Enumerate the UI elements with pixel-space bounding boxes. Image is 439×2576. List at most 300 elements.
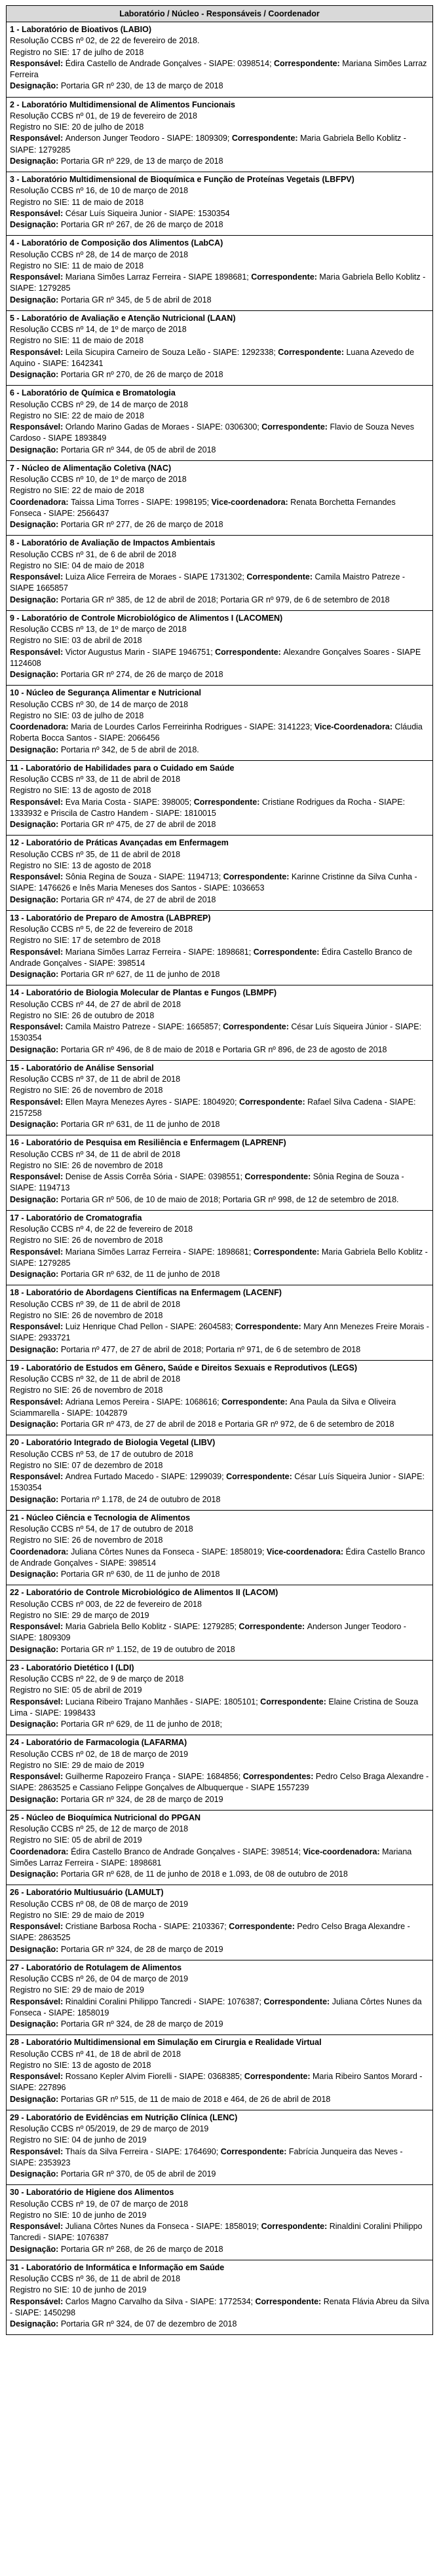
entry-title-line: [10, 1513, 429, 1524]
entry-cell: [7, 686, 433, 761]
field-text: Resolução CCBS nº 44, de 27 de abril de 2018: [10, 999, 181, 1009]
field-label: Designação:: [10, 156, 61, 166]
field-text: Portaria GR nº 630, de 11 de junho de 2018: [60, 1570, 220, 1579]
entry-title-line: [10, 1663, 429, 1674]
field-text: Registro no SIE: 26 de novembro de 2018: [10, 1386, 163, 1395]
field-label: Correspondente:: [244, 2072, 313, 2081]
field-label: Correspondente:: [260, 1697, 329, 1706]
field-label: Correspondente:: [261, 422, 330, 432]
field-text: Registro no SIE: 29 de março de 2019: [10, 1610, 149, 1620]
entry-detail-line: [10, 1010, 429, 1021]
field-label: 17 - Laboratório de Cromatografia: [10, 1213, 142, 1223]
field-label: Responsável:: [10, 1097, 66, 1107]
entry-detail-line: [10, 1247, 429, 1270]
field-text: Andrea Furtado Macedo - SIAPE: 1299039;: [65, 1472, 227, 1481]
field-label: Responsável:: [10, 1472, 66, 1481]
field-text: Mariana Simões Larraz Ferreira - SIAPE 1898681;: [65, 272, 252, 282]
entry-row: [7, 172, 433, 236]
field-text: Registro no SIE: 26 de outubro de 2018: [10, 1010, 155, 1020]
field-text: Camila Maistro Patreze - SIAPE 1665857: [10, 572, 406, 593]
field-label: Responsável:: [10, 1622, 66, 1631]
entry-detail-line: [10, 1899, 429, 1910]
field-text: Maria Gabriela Bello Koblitz - SIAPE: 1279285;: [65, 1622, 239, 1631]
entry-detail-line: [10, 1910, 429, 1921]
entry-row: [7, 910, 433, 985]
entry-cell: [7, 1210, 433, 1285]
entry-detail-line: [10, 2169, 429, 2180]
field-label: 31 - Laboratório de Informática e Informação em Saúde: [10, 2262, 225, 2272]
table-head: [7, 6, 433, 22]
field-label: Coordenadora:: [10, 1847, 71, 1856]
field-text: Portaria GR nº 1.152, de 19 de outubro de 2018: [60, 1644, 235, 1654]
entry-row: [7, 2260, 433, 2335]
entry-detail-line: [10, 561, 429, 572]
field-text: Registro no SIE: 26 de novembro de 2018: [10, 1310, 163, 1320]
field-label: Correspondente:: [193, 797, 262, 807]
field-label: Designação:: [10, 1944, 61, 1954]
field-text: Registro no SIE: 11 de maio de 2018: [10, 261, 144, 270]
entry-cell: [7, 760, 433, 836]
entry-detail-line: [10, 58, 429, 81]
field-text: Resolução CCBS nº 5, de 22 de fevereiro de 2018: [10, 925, 193, 934]
field-text: Resolução CCBS nº 13, de 1º de março de 2018: [10, 625, 187, 634]
entry-title-line: [10, 463, 429, 474]
field-label: 30 - Laboratório de Higiene dos Alimentos: [10, 2188, 174, 2198]
field-label: 5 - Laboratório de Avaliação e Atenção Nutricional (LAAN): [10, 313, 236, 323]
field-text: Resolução CCBS nº 41, de 18 de abril de 2018: [10, 2049, 181, 2059]
field-label: Designação:: [10, 820, 61, 829]
field-text: Registro no SIE: 22 de maio de 2018: [10, 411, 144, 420]
entry-detail-line: [10, 1044, 429, 1056]
entry-detail-line: [10, 133, 429, 156]
field-text: Resolução CCBS nº 36, de 11 de abril de 2018: [10, 2274, 181, 2283]
field-label: Correspondente:: [274, 58, 343, 68]
entry-cell: [7, 910, 433, 985]
field-label: 29 - Laboratório de Evidências em Nutrição Clínica (LENC): [10, 2112, 238, 2122]
entry-detail-line: [10, 1974, 429, 1985]
field-label: Designação:: [10, 745, 61, 754]
entry-cell: [7, 2035, 433, 2110]
field-label: Correspondente:: [220, 2146, 289, 2156]
field-label: Designação:: [10, 81, 61, 91]
field-text: Mariana Simões Larraz Ferreira - SIAPE: 1898681;: [65, 947, 254, 957]
entry-title-line: [10, 2187, 429, 2198]
entry-title-line: [10, 238, 429, 249]
field-text: César Luís Siqueira Junior - SIAPE: 1530354: [10, 1472, 425, 1493]
entry-cell: [7, 460, 433, 536]
field-text: Portaria GR nº 268, de 26 de março de 2018: [60, 2244, 223, 2254]
entry-detail-line: [10, 111, 429, 122]
field-text: Resolução CCBS nº 30, de 14 de março de 2018: [10, 699, 189, 709]
entry-title-line: [10, 174, 429, 185]
entry-detail-line: [10, 369, 429, 380]
field-text: Luciana Ribeiro Trajano Manhães - SIAPE: 1805101;: [65, 1697, 261, 1706]
entry-detail-line: [10, 347, 429, 370]
field-text: Registro no SIE: 10 de junho de 2019: [10, 2210, 147, 2220]
entry-detail-line: [10, 1749, 429, 1760]
entry-detail-line: [10, 2199, 429, 2210]
entry-detail-line: [10, 185, 429, 196]
field-label: 8 - Laboratório de Avaliação de Impactos Ambientais: [10, 538, 216, 548]
field-label: 25 - Núcleo de Bioquímica Nutricional do PPGAN: [10, 1812, 201, 1822]
field-text: Édira Castello de Andrade Gonçalves - SIAPE: 0398514;: [65, 58, 275, 68]
field-text: Thaís da Silva Ferreira - SIAPE: 1764690;: [65, 2146, 221, 2156]
field-label: 22 - Laboratório de Controle Microbiológico de Alimentos II (LACOM): [10, 1588, 278, 1598]
field-text: Portaria GR nº 629, de 11 de junho de 2018;: [60, 1720, 222, 1729]
field-label: Responsável:: [10, 1772, 66, 1781]
field-text: Portaria GR nº 324, de 28 de março de 2019: [60, 1794, 223, 1804]
field-label: Responsável:: [10, 208, 66, 218]
field-text: Registro no SIE: 11 de maio de 2018: [10, 336, 144, 346]
field-label: Responsável:: [10, 572, 66, 581]
table-body: [7, 22, 433, 2335]
entry-row: [7, 1660, 433, 1735]
entry-detail-line: [10, 2285, 429, 2296]
field-label: 3 - Laboratório Multidimensional de Bioquímica e Função de Proteínas Vegetais (LBFPV): [10, 175, 354, 184]
field-text: Pedro Celso Braga Alexandre - SIAPE: 2863525: [10, 1922, 410, 1943]
field-label: 21 - Núcleo Ciência e Tecnologia de Alimentos: [10, 1513, 191, 1522]
field-label: Designação:: [10, 1194, 61, 1204]
field-label: Responsável:: [10, 2072, 66, 2081]
entry-detail-line: [10, 1835, 429, 1846]
field-label: Correspondente:: [255, 2296, 324, 2306]
entry-title-line: [10, 688, 429, 699]
entry-cell: [7, 1660, 433, 1735]
field-text: Resolução CCBS nº 02, de 18 de março de 2019: [10, 1749, 189, 1759]
field-label: Responsável:: [10, 1697, 66, 1706]
field-label: Responsável:: [10, 2296, 66, 2306]
entry-detail-line: [10, 122, 429, 133]
field-label: 2 - Laboratório Multidimensional de Alimentos Funcionais: [10, 100, 236, 109]
entry-cell: [7, 2260, 433, 2335]
field-label: 24 - Laboratório de Farmacologia (LAFARMA): [10, 1738, 187, 1748]
field-text: Registro no SIE: 04 de maio de 2018: [10, 561, 144, 570]
entry-detail-line: [10, 1547, 429, 1570]
lab-responsibles-table: [6, 5, 433, 2335]
entry-title-line: [10, 100, 429, 111]
field-text: Luiz Henrique Chad Pellon - SIAPE: 2604583;: [65, 1322, 235, 1331]
field-text: Portaria GR nº 324, de 28 de março de 2019: [60, 1944, 223, 1954]
field-label: 18 - Laboratório de Abordagens Científicas na Enfermagem (LACENF): [10, 1288, 282, 1298]
field-label: 14 - Laboratório de Biologia Molecular de Plantas e Fungos (LBMPF): [10, 988, 277, 998]
field-label: Responsável:: [10, 1022, 66, 1031]
field-text: Resolução CCBS nº 35, de 11 de abril de 2018: [10, 849, 181, 859]
field-text: César Luís Siqueira Junior - SIAPE: 1530354: [65, 208, 230, 218]
entry-cell: [7, 1360, 433, 1435]
field-label: Designação:: [10, 1794, 61, 1804]
entry-detail-line: [10, 399, 429, 411]
entry-cell: [7, 97, 433, 172]
entry-detail-line: [10, 1610, 429, 1621]
field-label: Vice-coordenadora:: [266, 1547, 346, 1556]
field-label: Correspondente:: [244, 1172, 313, 1181]
field-text: Carlos Magno Carvalho da Silva - SIAPE: 1772534;: [65, 2296, 256, 2306]
field-label: Correspondente:: [229, 1922, 297, 1931]
field-text: Karinne Cristinne da Silva Cunha - SIAPE: 1476626 e Inês Maria Meneses dos Santos - SIAPE: 1036653: [10, 872, 417, 893]
field-label: Designação:: [10, 894, 61, 904]
field-label: 13 - Laboratório de Preparo de Amostra (LABPREP): [10, 913, 211, 923]
field-label: 23 - Laboratório Dietético I (LDI): [10, 1663, 134, 1672]
field-label: Designação:: [10, 1644, 61, 1654]
entry-detail-line: [10, 1085, 429, 1096]
field-label: 15 - Laboratório de Análise Sensorial: [10, 1063, 154, 1073]
entry-cell: [7, 1585, 433, 1661]
field-text: César Luís Siqueira Júnior - SIAPE: 1530354: [10, 1022, 422, 1043]
field-text: Resolução CCBS nº 54, de 17 de outubro de 2018: [10, 1524, 193, 1534]
entry-detail-line: [10, 519, 429, 530]
field-label: Responsável:: [10, 947, 66, 957]
entry-detail-line: [10, 1397, 429, 1420]
entry-detail-line: [10, 272, 429, 295]
field-text: Rinaldini Coralini Philippo Tancredi - SIAPE: 1076387;: [65, 1996, 264, 2006]
field-label: Correspondente:: [246, 572, 315, 581]
field-text: Portaria GR nº 230, de 13 de março de 2018: [60, 81, 223, 91]
entry-detail-line: [10, 1944, 429, 1955]
field-label: Correspondente:: [231, 134, 301, 143]
entry-detail-line: [10, 647, 429, 670]
entry-detail-line: [10, 1235, 429, 1246]
field-text: Resolução CCBS nº 22, de 9 de março de 2018: [10, 1674, 184, 1684]
field-label: Designação:: [10, 1570, 61, 1579]
field-label: 11 - Laboratório de Habilidades para o Cuidado em Saúde: [10, 763, 235, 773]
entry-detail-line: [10, 2210, 429, 2221]
field-label: Responsável:: [10, 58, 66, 68]
entry-detail-line: [10, 1794, 429, 1805]
entry-row: [7, 1810, 433, 1885]
entry-detail-line: [10, 1674, 429, 1685]
entry-row: [7, 2185, 433, 2260]
field-text: Registro no SIE: 10 de junho de 2019: [10, 2285, 147, 2295]
field-label: Vice-Coordenadora:: [314, 722, 395, 731]
field-text: Adriana Lemos Pereira - SIAPE: 1068616;: [65, 1397, 222, 1407]
field-text: Portaria GR nº 267, de 26 de março de 2018: [60, 220, 223, 229]
field-text: Mariana Simões Larraz Ferreira: [10, 58, 427, 79]
field-text: Luana Azevedo de Aquino - SIAPE: 1642341: [10, 347, 415, 368]
entry-title-line: [10, 1287, 429, 1298]
field-text: Registro no SIE: 05 de abril de 2019: [10, 1835, 142, 1845]
field-label: Designação:: [10, 2244, 61, 2254]
field-text: Resolução CCBS nº 16, de 10 de março de 2018: [10, 186, 189, 196]
entry-detail-line: [10, 2244, 429, 2255]
entry-title-line: [10, 1213, 429, 1224]
field-text: Maria de Lourdes Carlos Ferreirinha Rodrigues - SIAPE: 3141223;: [71, 722, 315, 731]
field-text: Flavio de Souza Neves Cardoso - SIAPE 1893849: [10, 422, 414, 443]
entry-row: [7, 1435, 433, 1511]
field-text: Registro no SIE: 17 de julho de 2018: [10, 47, 144, 57]
field-text: Portaria GR nº 324, de 07 de dezembro de 2018: [60, 2319, 237, 2328]
entry-detail-line: [10, 935, 429, 946]
entry-title-line: [10, 613, 429, 624]
entry-cell: [7, 536, 433, 611]
field-text: Registro no SIE: 11 de maio de 2018: [10, 197, 144, 207]
entry-row: [7, 236, 433, 311]
entry-cell: [7, 1285, 433, 1361]
entry-title-line: [10, 2112, 429, 2124]
field-text: Juliana Côrtes Nunes da Fonseca - SIAPE: 1858019;: [71, 1547, 267, 1556]
entry-detail-line: [10, 1460, 429, 1471]
entry-title-line: [10, 1063, 429, 1074]
field-label: Correspondente:: [261, 2222, 330, 2231]
entry-detail-line: [10, 1771, 429, 1794]
entry-detail-line: [10, 497, 429, 520]
entry-detail-line: [10, 549, 429, 561]
field-label: Designação:: [10, 520, 61, 529]
field-label: Correspondente:: [253, 1247, 322, 1257]
field-label: Responsável:: [10, 422, 66, 432]
field-text: Eva Maria Costa - SIAPE: 398005;: [65, 797, 194, 807]
field-label: Responsável:: [10, 134, 66, 143]
entry-detail-line: [10, 1599, 429, 1610]
entry-row: [7, 610, 433, 686]
entry-row: [7, 1735, 433, 1811]
field-label: Coordenadora:: [10, 722, 71, 731]
entry-cell: [7, 22, 433, 98]
field-label: Designação:: [10, 1494, 61, 1504]
field-text: Alexandre Gonçalves Soares - SIAPE 1124608: [10, 647, 421, 668]
entry-detail-line: [10, 1149, 429, 1160]
entry-row: [7, 310, 433, 386]
field-label: Designação:: [10, 1120, 61, 1129]
field-label: Designação:: [10, 2094, 61, 2104]
field-text: Sônia Regina de Souza - SIAPE: 1194713: [10, 1172, 404, 1193]
field-text: Registro no SIE: 26 de novembro de 2018: [10, 1086, 163, 1095]
entry-cell: [7, 1735, 433, 1811]
field-text: Anderson Junger Teodoro - SIAPE: 1809309;: [65, 134, 232, 143]
field-label: Designação:: [10, 370, 61, 379]
field-text: Elaine Cristina de Souza Lima - SIAPE: 1998433: [10, 1697, 419, 1718]
field-label: Correspondente:: [239, 1097, 308, 1107]
entry-detail-line: [10, 1719, 429, 1730]
entry-cell: [7, 172, 433, 236]
field-text: Juliana Côrtes Nunes da Fonseca - SIAPE: 1858019: [10, 1996, 422, 2017]
field-label: Designação:: [10, 1270, 61, 1279]
field-text: Registro no SIE: 26 de novembro de 2018: [10, 1160, 163, 1170]
field-label: Vice-coordenadora:: [211, 497, 291, 507]
entry-detail-line: [10, 324, 429, 335]
field-text: Portaria GR nº 496, de 8 de maio de 2018 e Portaria GR nº 896, de 23 de agosto de 2018: [60, 1044, 387, 1054]
entry-detail-line: [10, 894, 429, 906]
entry-cell: [7, 1885, 433, 1960]
field-text: Registro no SIE: 04 de junho de 2019: [10, 2135, 147, 2145]
field-text: Portaria GR nº 475, de 27 de abril de 2018: [60, 820, 216, 829]
field-text: Registro no SIE: 13 de agosto de 2018: [10, 2060, 151, 2070]
field-label: 16 - Laboratório de Pesquisa em Resiliência e Enfermagem (LAPRENF): [10, 1138, 286, 1148]
field-text: Registro no SIE: 17 de setembro de 2018: [10, 936, 161, 946]
field-label: Responsável:: [10, 1397, 66, 1407]
entry-cell: [7, 610, 433, 686]
field-text: Portaria GR nº 370, de 05 de abril de 2019: [60, 2169, 216, 2179]
entry-detail-line: [10, 1985, 429, 1996]
field-text: Registro no SIE: 29 de maio de 2019: [10, 1760, 144, 1770]
field-text: Victor Augustus Marin - SIAPE 1946751;: [65, 647, 216, 657]
field-text: Registro no SIE: 03 de abril de 2018: [10, 636, 142, 646]
entry-detail-line: [10, 1847, 429, 1869]
field-text: Portaria GR nº 229, de 13 de março de 2018: [60, 156, 223, 166]
entry-detail-line: [10, 1344, 429, 1355]
field-text: Édira Castello Branco de Andrade Gonçalves - SIAPE: 398514: [10, 1547, 425, 1568]
entry-detail-line: [10, 1471, 429, 1494]
field-label: 9 - Laboratório de Controle Microbiológico de Alimentos I (LACOMEN): [10, 613, 283, 623]
field-label: 6 - Laboratório de Química e Bromatologia: [10, 388, 176, 398]
field-text: Portaria GR nº 628, de 11 de junho de 2018 e 1.093, de 08 de outubro de 2018: [60, 1869, 348, 1879]
entry-detail-line: [10, 2124, 429, 2135]
field-text: Registro no SIE: 07 de dezembro de 2018: [10, 1460, 163, 1470]
field-label: Correspondente:: [251, 272, 320, 282]
entry-cell: [7, 1060, 433, 1135]
field-text: Registro no SIE: 05 de abril de 2019: [10, 1685, 142, 1695]
field-text: Registro no SIE: 13 de agosto de 2018: [10, 786, 151, 796]
field-label: Coordenadora:: [10, 1547, 71, 1556]
entry-detail-line: [10, 1644, 429, 1655]
field-text: Cristiane Rodrigues da Rocha - SIAPE: 1333932 e Priscila de Castro Handem - SIAPE: 1810015: [10, 797, 406, 818]
entry-row: [7, 1585, 433, 1661]
entry-title-line: [10, 1812, 429, 1824]
field-text: Resolução CCBS nº 29, de 14 de março de 2018: [10, 399, 189, 409]
entry-detail-line: [10, 2221, 429, 2244]
entry-row: [7, 1060, 433, 1135]
entry-detail-line: [10, 595, 429, 606]
field-text: Resolução CCBS nº 34, de 11 de abril de 2018: [10, 1149, 181, 1159]
entry-detail-line: [10, 785, 429, 796]
entry-detail-line: [10, 1385, 429, 1396]
entry-cell: [7, 1510, 433, 1585]
field-text: Resolução CCBS nº 53, de 17 de outubro de 2018: [10, 1449, 193, 1459]
field-text: Anderson Junger Teodoro - SIAPE: 1809309: [10, 1622, 406, 1643]
field-label: Designação:: [10, 1720, 61, 1729]
field-label: Responsável:: [10, 1922, 66, 1931]
field-text: Resolução CCBS nº 003, de 22 de fevereiro de 2018: [10, 1599, 202, 1609]
field-text: Édira Castello Branco de Andrade Gonçalves - SIAPE: 398514: [10, 947, 413, 968]
entry-row: [7, 1285, 433, 1361]
entry-title-line: [10, 763, 429, 774]
field-label: Responsável:: [10, 1247, 66, 1257]
entry-detail-line: [10, 710, 429, 722]
field-text: Mariana Simões Larraz Ferreira - SIAPE: 1898681: [10, 1847, 412, 1868]
field-text: Resolução CCBS nº 39, de 11 de abril de 2018: [10, 1299, 181, 1309]
field-text: Rinaldini Coralini Philippo Tancredi - SIAPE: 1076387: [10, 2222, 423, 2243]
entry-detail-line: [10, 999, 429, 1010]
field-text: Portaria GR nº 506, de 10 de maio de 2018; Portaria GR nº 998, de 12 de setembro de 2018.: [60, 1194, 399, 1204]
entry-detail-line: [10, 1224, 429, 1235]
field-text: Portaria GR nº 270, de 26 de março de 2018: [60, 370, 223, 379]
entry-detail-line: [10, 1171, 429, 1194]
entry-detail-line: [10, 860, 429, 872]
field-label: Responsável:: [10, 647, 66, 657]
field-text: Maria Gabriela Bello Koblitz - SIAPE: 1279285: [10, 272, 426, 293]
entry-row: [7, 760, 433, 836]
field-label: Designação:: [10, 595, 61, 604]
entry-detail-line: [10, 1449, 429, 1460]
entry-detail-line: [10, 1621, 429, 1644]
field-label: Designação:: [10, 670, 61, 679]
field-text: Registro no SIE: 03 de julho de 2018: [10, 710, 144, 720]
entry-detail-line: [10, 156, 429, 167]
field-label: 19 - Laboratório de Estudos em Gênero, Saúde e Direitos Sexuais e Reprodutivos (LEGS): [10, 1363, 357, 1372]
field-text: Mary Ann Menezes Freire Morais - SIAPE: 2933721: [10, 1322, 429, 1343]
entry-detail-line: [10, 445, 429, 456]
field-text: Renata Borchetta Fernandes Fonseca - SIAPE: 2566437: [10, 497, 396, 518]
field-text: Édira Castello Branco de Andrade Gonçalves - SIAPE: 398514;: [71, 1847, 303, 1856]
field-text: Resolução CCBS nº 08, de 08 de março de 2019: [10, 1899, 189, 1909]
field-label: Correspondente:: [226, 1472, 295, 1481]
field-label: Coordenadora:: [10, 497, 71, 507]
entry-row: [7, 1885, 433, 1960]
entry-title-line: [10, 1437, 429, 1448]
field-text: Portaria GR nº 627, de 11 de junho de 2018: [60, 970, 220, 979]
field-label: Correspondente:: [235, 1322, 304, 1331]
header-row: [7, 6, 433, 22]
entry-row: [7, 836, 433, 911]
